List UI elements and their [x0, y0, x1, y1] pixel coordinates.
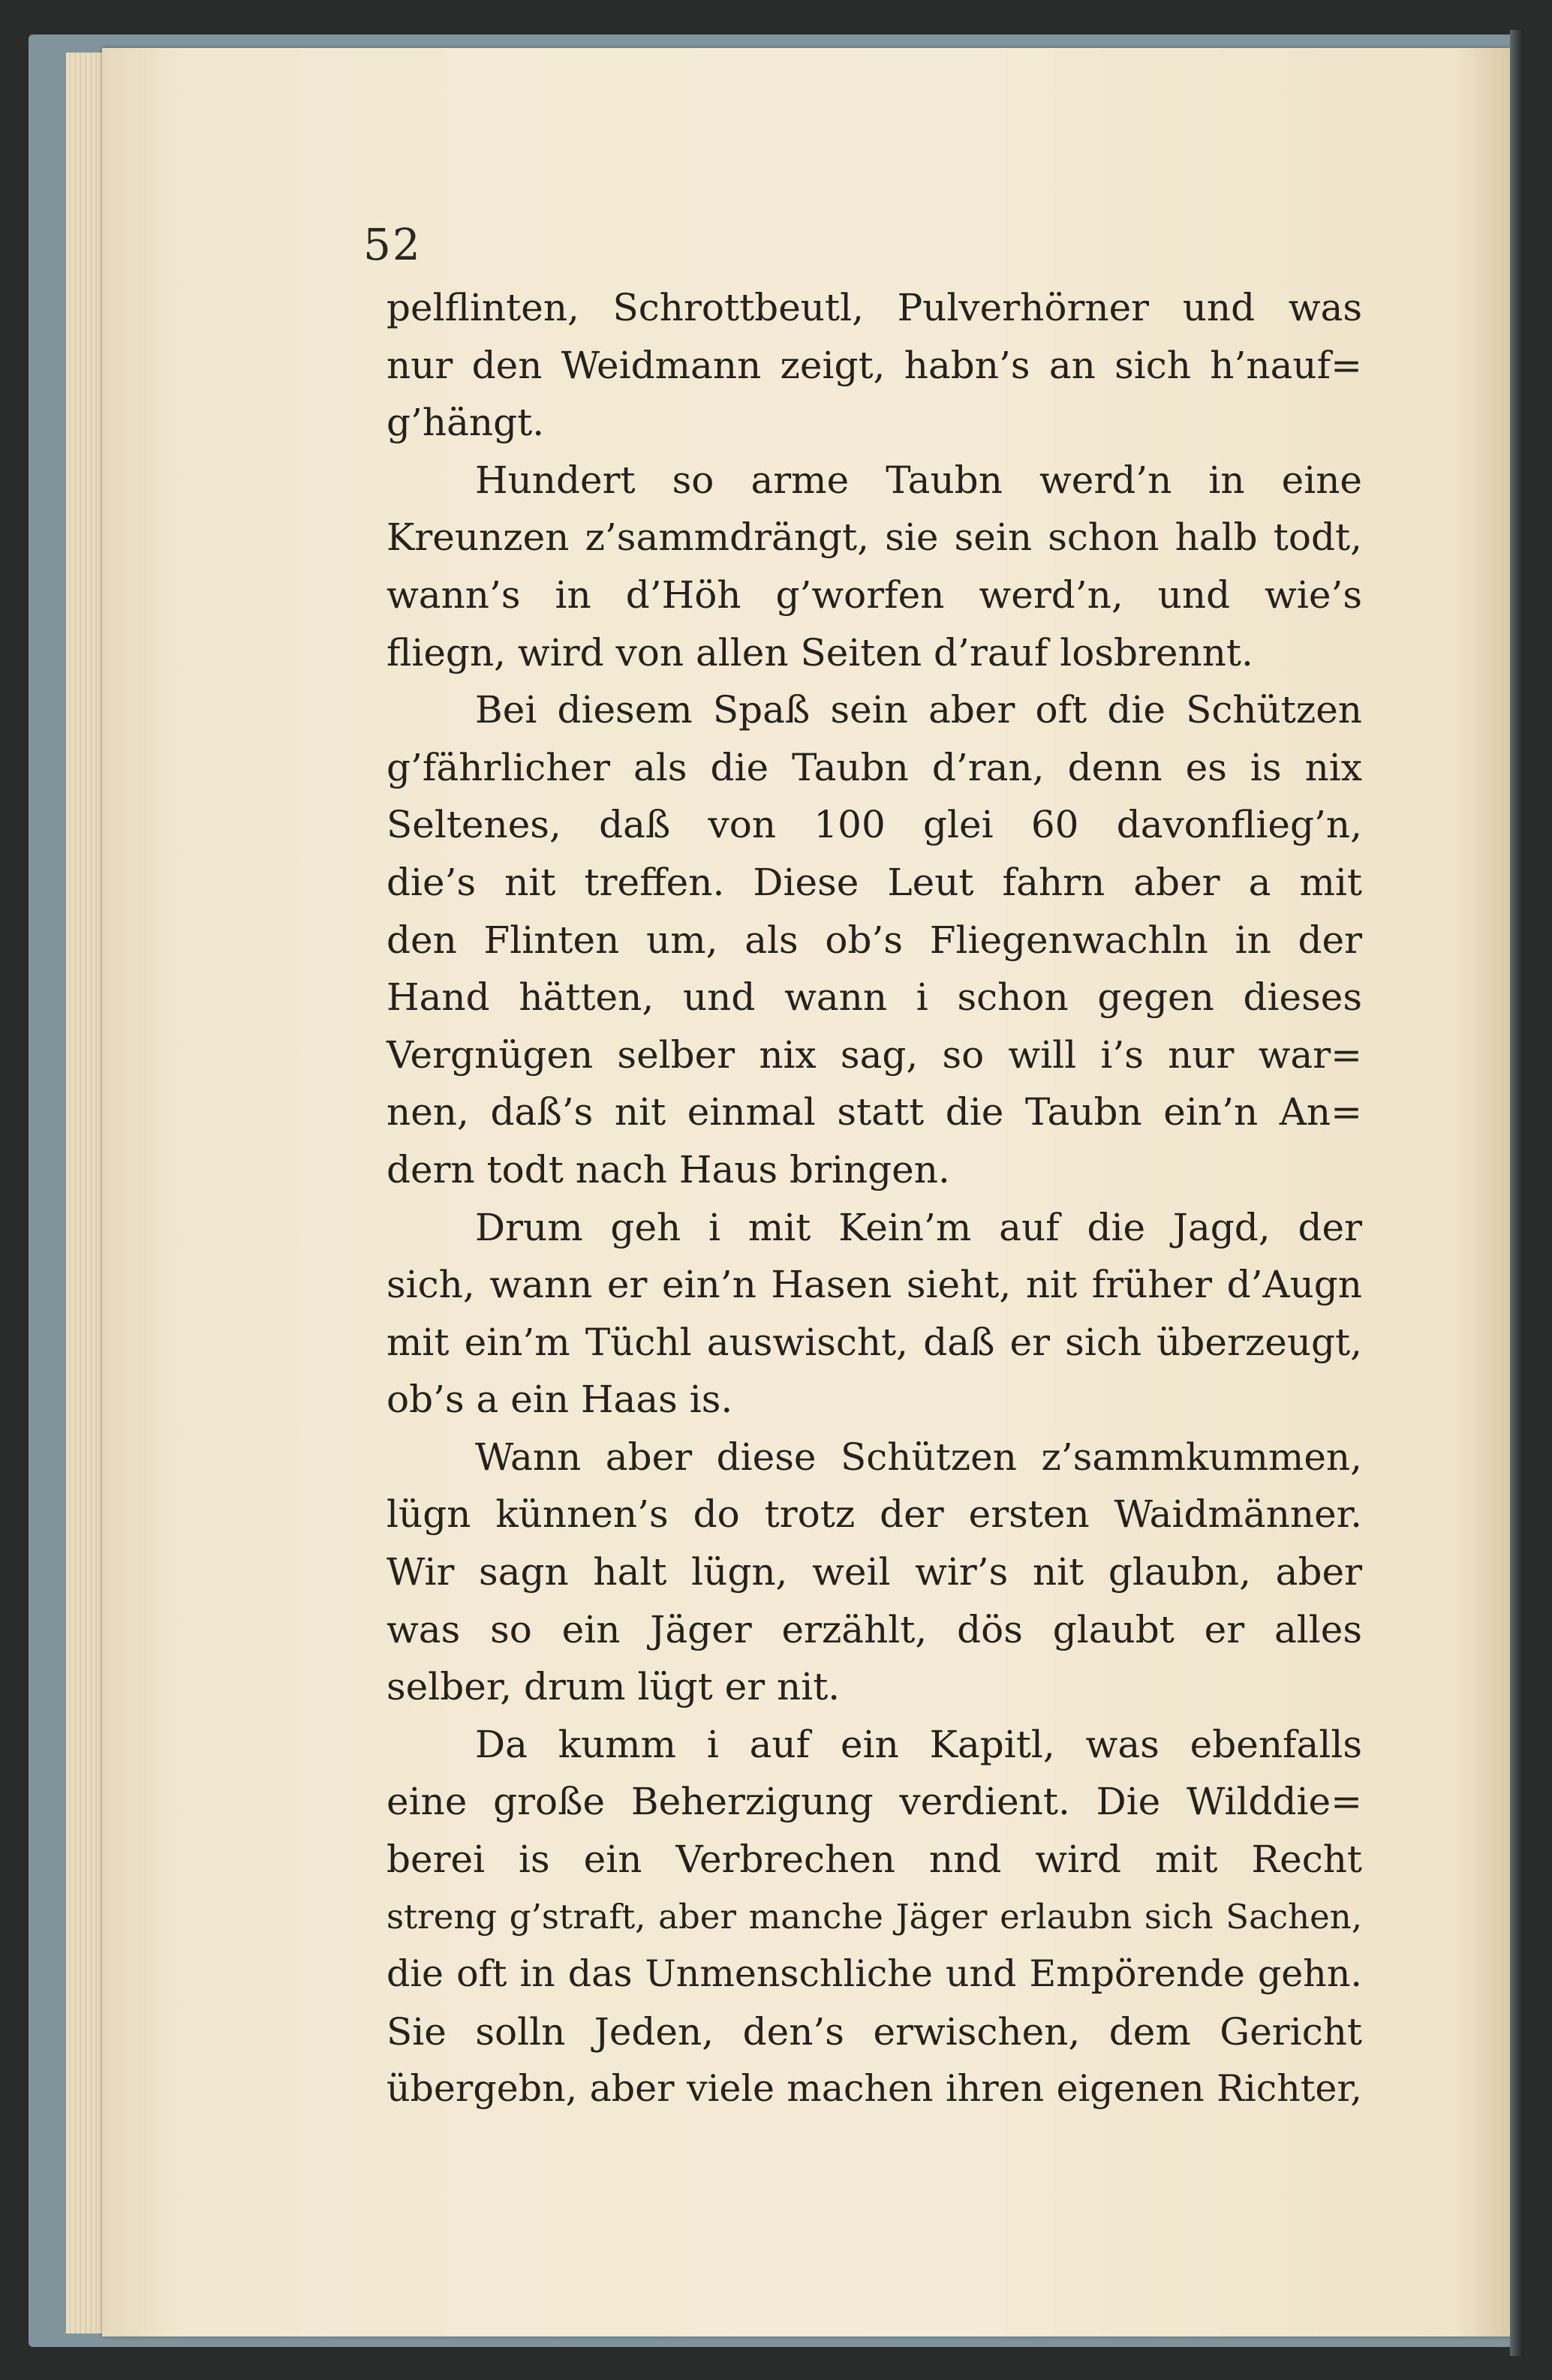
- text-line: streng g’straft, aber manche Jäger erlaubn sich Sachen,: [386, 1896, 1362, 1937]
- text-line: ob’s a ein Haas is.: [386, 1378, 733, 1422]
- text-line: selber, drum lügt er nit.: [386, 1665, 841, 1709]
- text-line: Bei diesem Spaß sein aber oft die Schützen: [475, 688, 1362, 732]
- text-line: Vergnügen selber nix sag, so will i’s nur war=: [386, 1032, 1362, 1077]
- text-line: die oft in das Unmenschliche und Empörende gehn.: [386, 1952, 1362, 1996]
- text-line: den Flinten um, als ob’s Fliegenwachln in der: [386, 918, 1362, 962]
- text-line: dern todt nach Haus bringen.: [386, 1147, 950, 1192]
- spine-shadow: [1510, 30, 1523, 2356]
- text-line: Hundert so arme Taubn werd’n in eine: [475, 458, 1362, 502]
- body-text: [386, 279, 1362, 2118]
- text-line: Wann aber diese Schützen z’sammkummen,: [475, 1435, 1362, 1479]
- text-line: g’hängt.: [386, 401, 545, 445]
- text-line: Drum geh i mit Kein’m auf die Jagd, der: [475, 1205, 1362, 1249]
- text-line: eine große Beherzigung verdient. Die Wilddie=: [386, 1780, 1362, 1824]
- text-line: Hand hätten, und wann i schon gegen dieses: [386, 975, 1362, 1020]
- text-line: Sie solln Jeden, den’s erwischen, dem Gericht: [386, 2009, 1362, 2054]
- text-line: was so ein Jäger erzählt, dös glaubt er alles: [386, 1607, 1362, 1651]
- text-line: nur den Weidmann zeigt, habn’s an sich h’nauf=: [386, 343, 1362, 387]
- text-line: lügn künnen’s do trotz der ersten Waidmänner.: [386, 1492, 1362, 1537]
- text-line: sich, wann er ein’n Hasen sieht, nit früher d’Augn: [386, 1263, 1362, 1307]
- text-line: Wir sagn halt lügn, weil wir’s nit glaubn, aber: [386, 1550, 1362, 1594]
- text-line: die’s nit treffen. Diese Leut fahrn aber a mit: [386, 860, 1362, 904]
- text-line: mit ein’m Tüchl auswischt, daß er sich überzeugt,: [386, 1320, 1362, 1364]
- text-line: berei is ein Verbrechen nnd wird mit Recht: [386, 1838, 1362, 1882]
- text-line: nen, daß’s nit einmal statt die Taubn ein’n An=: [386, 1090, 1362, 1134]
- text-line: g’fährlicher als die Taubn d’ran, denn es is nix: [386, 745, 1362, 789]
- text-line: übergebn, aber viele machen ihren eigenen Richter,: [386, 2067, 1362, 2111]
- text-line: Kreunzen z’sammdrängt, sie sein schon halb todt,: [386, 515, 1362, 560]
- text-line: pelflinten, Schrottbeutl, Pulverhörner und was: [386, 286, 1362, 329]
- text-line: Seltenes, daß von 100 glei 60 davonflieg’n,: [386, 803, 1362, 847]
- page-number: 52: [363, 219, 422, 270]
- text-line: wann’s in d’Höh g’worfen werd’n, und wie’s: [386, 572, 1362, 617]
- text-line: Da kumm i auf ein Kapitl, was ebenfalls: [475, 1722, 1362, 1766]
- text-line: fliegn, wird von allen Seiten d’rauf losbrennt.: [386, 630, 1253, 675]
